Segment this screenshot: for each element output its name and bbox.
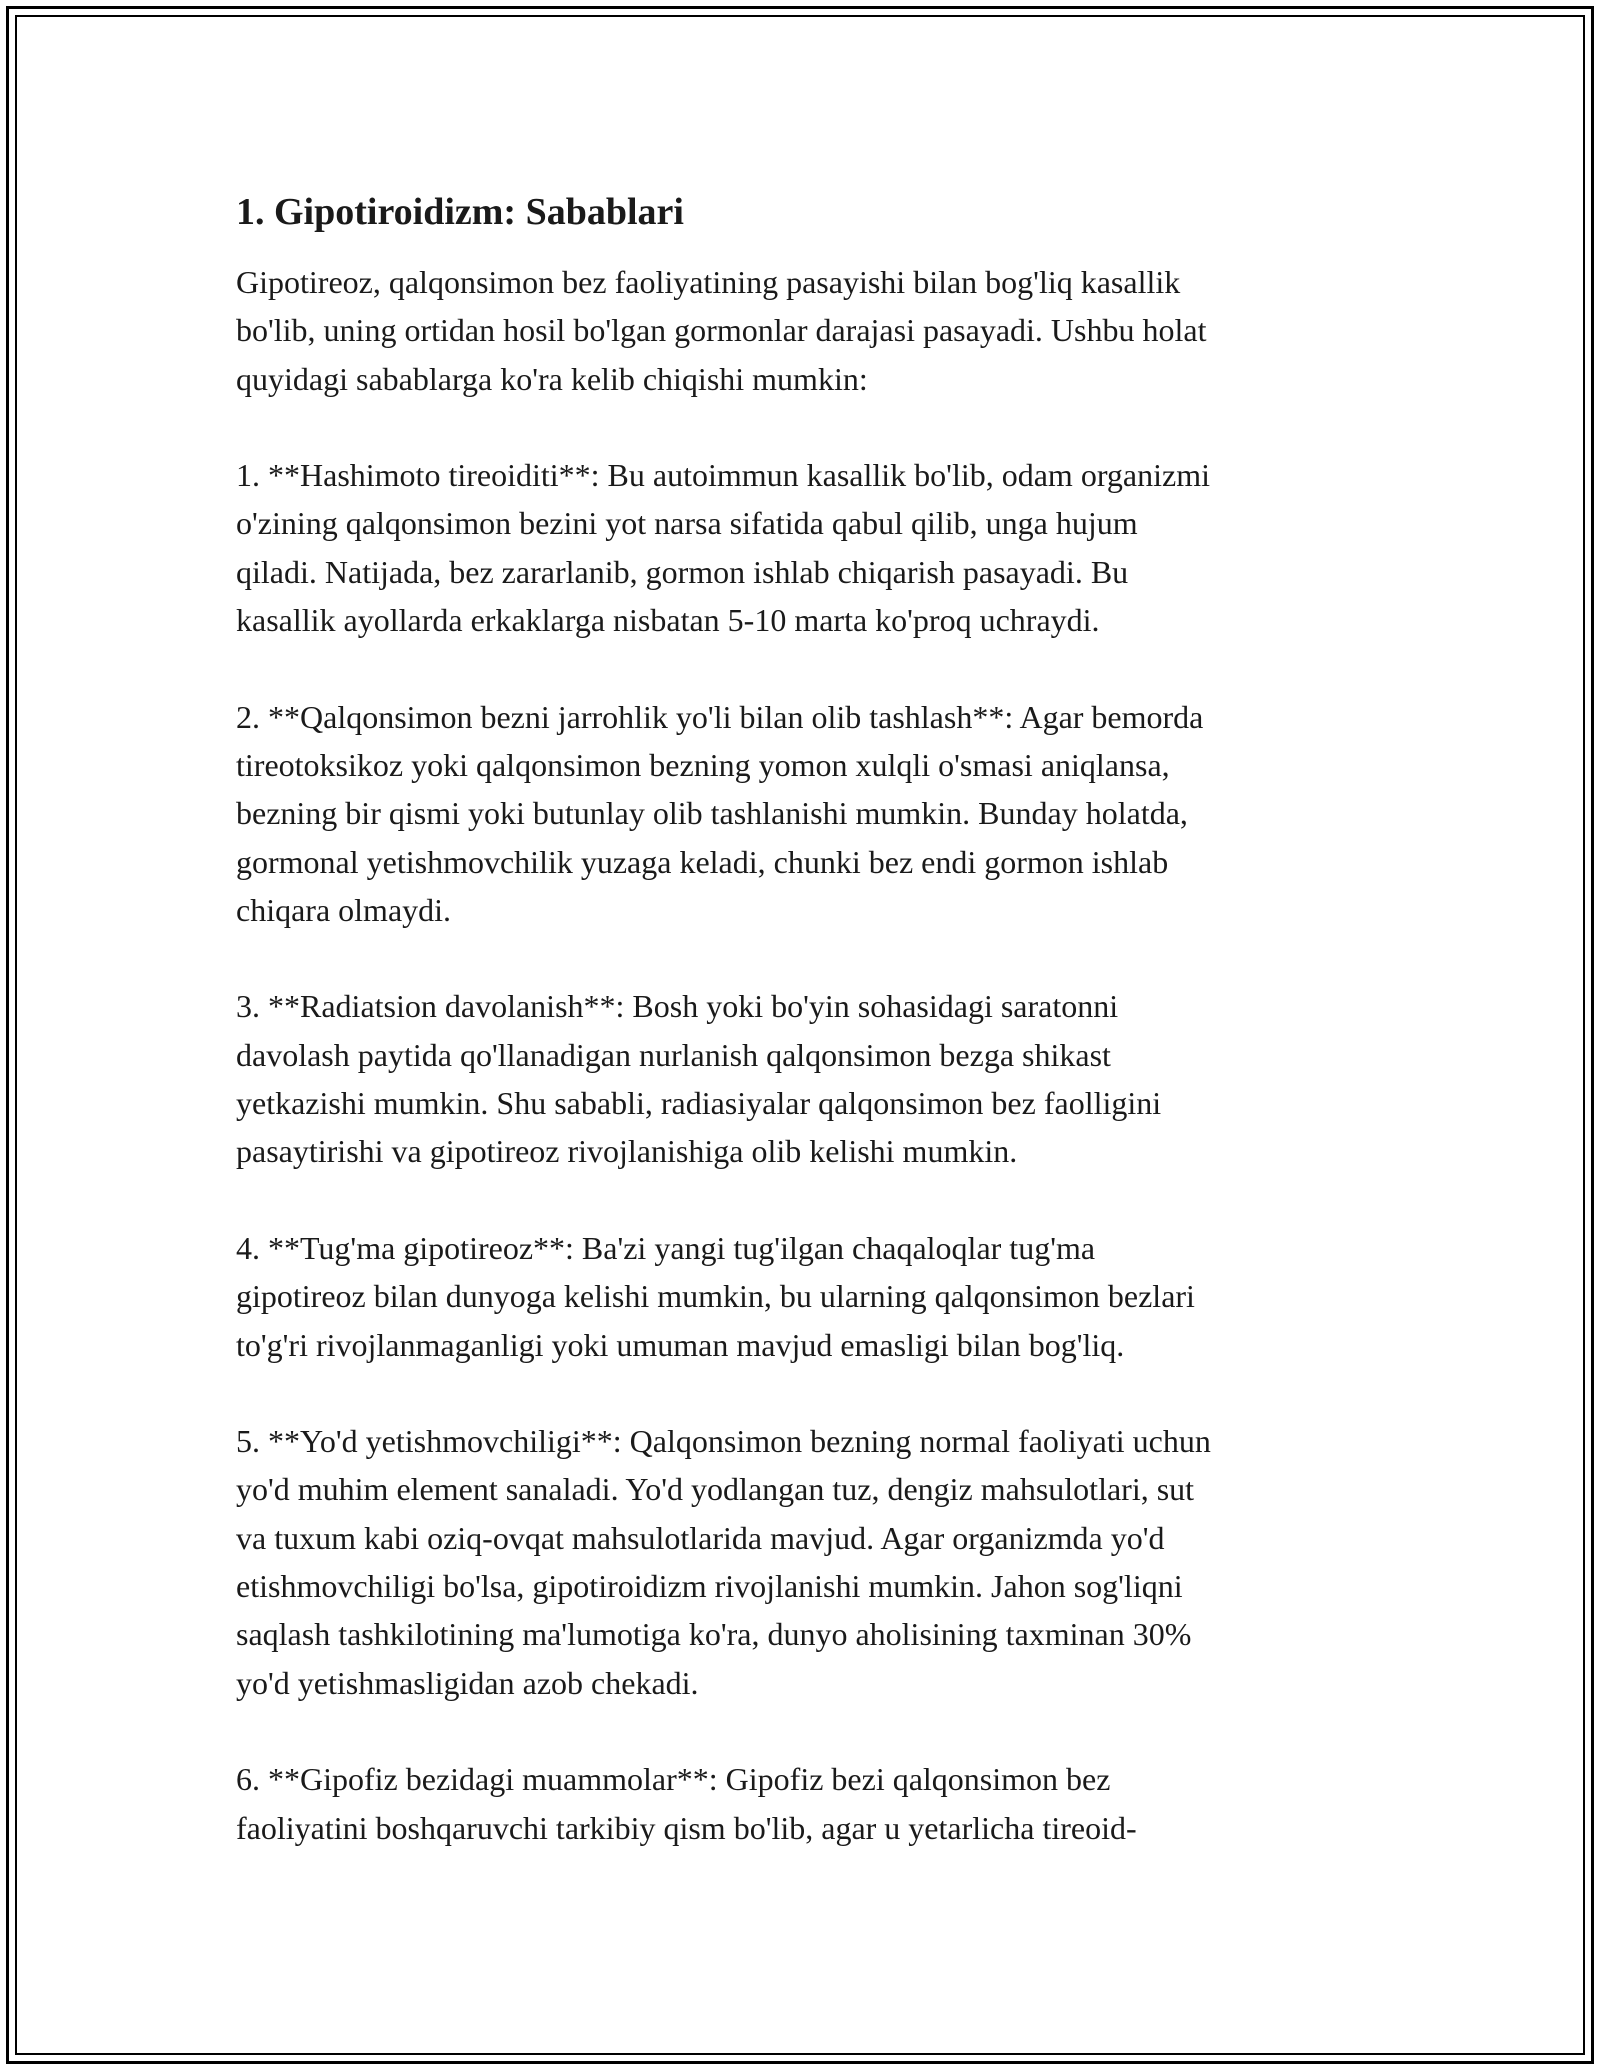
cause-pituitary-paragraph: 6. **Gipofiz bezidagi muammolar**: Gipofiz bezi qalqonsimon bez faoliyatini boshqaruvchi tarkibiy qism bo'lib, agar u yetarlicha tireoid- xyxy=(236,1761,1137,1846)
intro-paragraph: Gipotireoz, qalqonsimon bez faoliyatining pasayishi bilan bog'liq kasallik bo'lib, uning ortidan hosil bo'lgan gormonlar darajasi pasayadi. Ushbu holat quyidagi sabablarga ko'ra kelib chiqishi mumkin: xyxy=(236,264,1207,397)
cause-radiation-paragraph: 3. **Radiatsion davolanish**: Bosh yoki bo'yin sohasidagi saratonni davolash paytida qo'llanadigan nurlanish qalqonsimon bezga shikast yetkazishi mumkin. Shu sababli, radiasiyalar qalqonsimon bez faolligini pasaytirishi va gipotireoz rivojlanishiga olib kelishi mumkin. xyxy=(236,988,1162,1170)
cause-surgery-paragraph: 2. **Qalqonsimon bezni jarrohlik yo'li bilan olib tashlash**: Agar bemorda tireotoksikoz yoki qalqonsimon bezning yomon xulqli o'smasi aniqlansa, bezning bir qismi yoki butunlay olib tashlanishi mumkin. Bunday holatda, gormonal yetishmovchilik yuzaga keladi, chunki bez endi gormon ishlab chiqara olmaydi. xyxy=(236,698,1204,928)
document-page xyxy=(236,186,1366,1900)
document-title: 1. Gipotiroidizm: Sabablari xyxy=(236,191,684,233)
cause-iodine-paragraph: 5. **Yo'd yetishmovchiligi**: Qalqonsimon bezning normal faoliyati uchun yo'd muhim element sanaladi. Yo'd yodlangan tuz, dengiz mahsulotlari, sut va tuxum kabi oziq-ovqat mahsulotlarida mavjud. Agar organizmda yo'd etishmovchiligi bo'lsa, gipotiroidizm rivojlanishi mumkin. Jahon sog'liqni saqlash tashkilotining ma'lumotiga ko'ra, dunyo aholisining taxminan 30% yo'd yetishmasligidan azob chekadi. xyxy=(236,1423,1211,1701)
cause-congenital-paragraph: 4. **Tug'ma gipotireoz**: Ba'zi yangi tug'ilgan chaqaloqlar tug'ma gipotireoz bilan dunyoga kelishi mumkin, bu ularning qalqonsimon bezlari to'g'ri rivojlanmaganligi yoki umuman mavjud emasligi bilan bog'liq. xyxy=(236,1229,1195,1363)
cause-hashimoto-paragraph: 1. **Hashimoto tireoiditi**: Bu autoimmun kasallik bo'lib, odam organizmi o'zining qalqonsimon bezini yot narsa sifatida qabul qilib, unga hujum qiladi. Natijada, bez zararlanib, gormon ishlab chiqarish pasayadi. Bu kasallik ayollarda erkaklarga nisbatan 5-10 marta ko'proq uchraydi. xyxy=(236,457,1210,639)
